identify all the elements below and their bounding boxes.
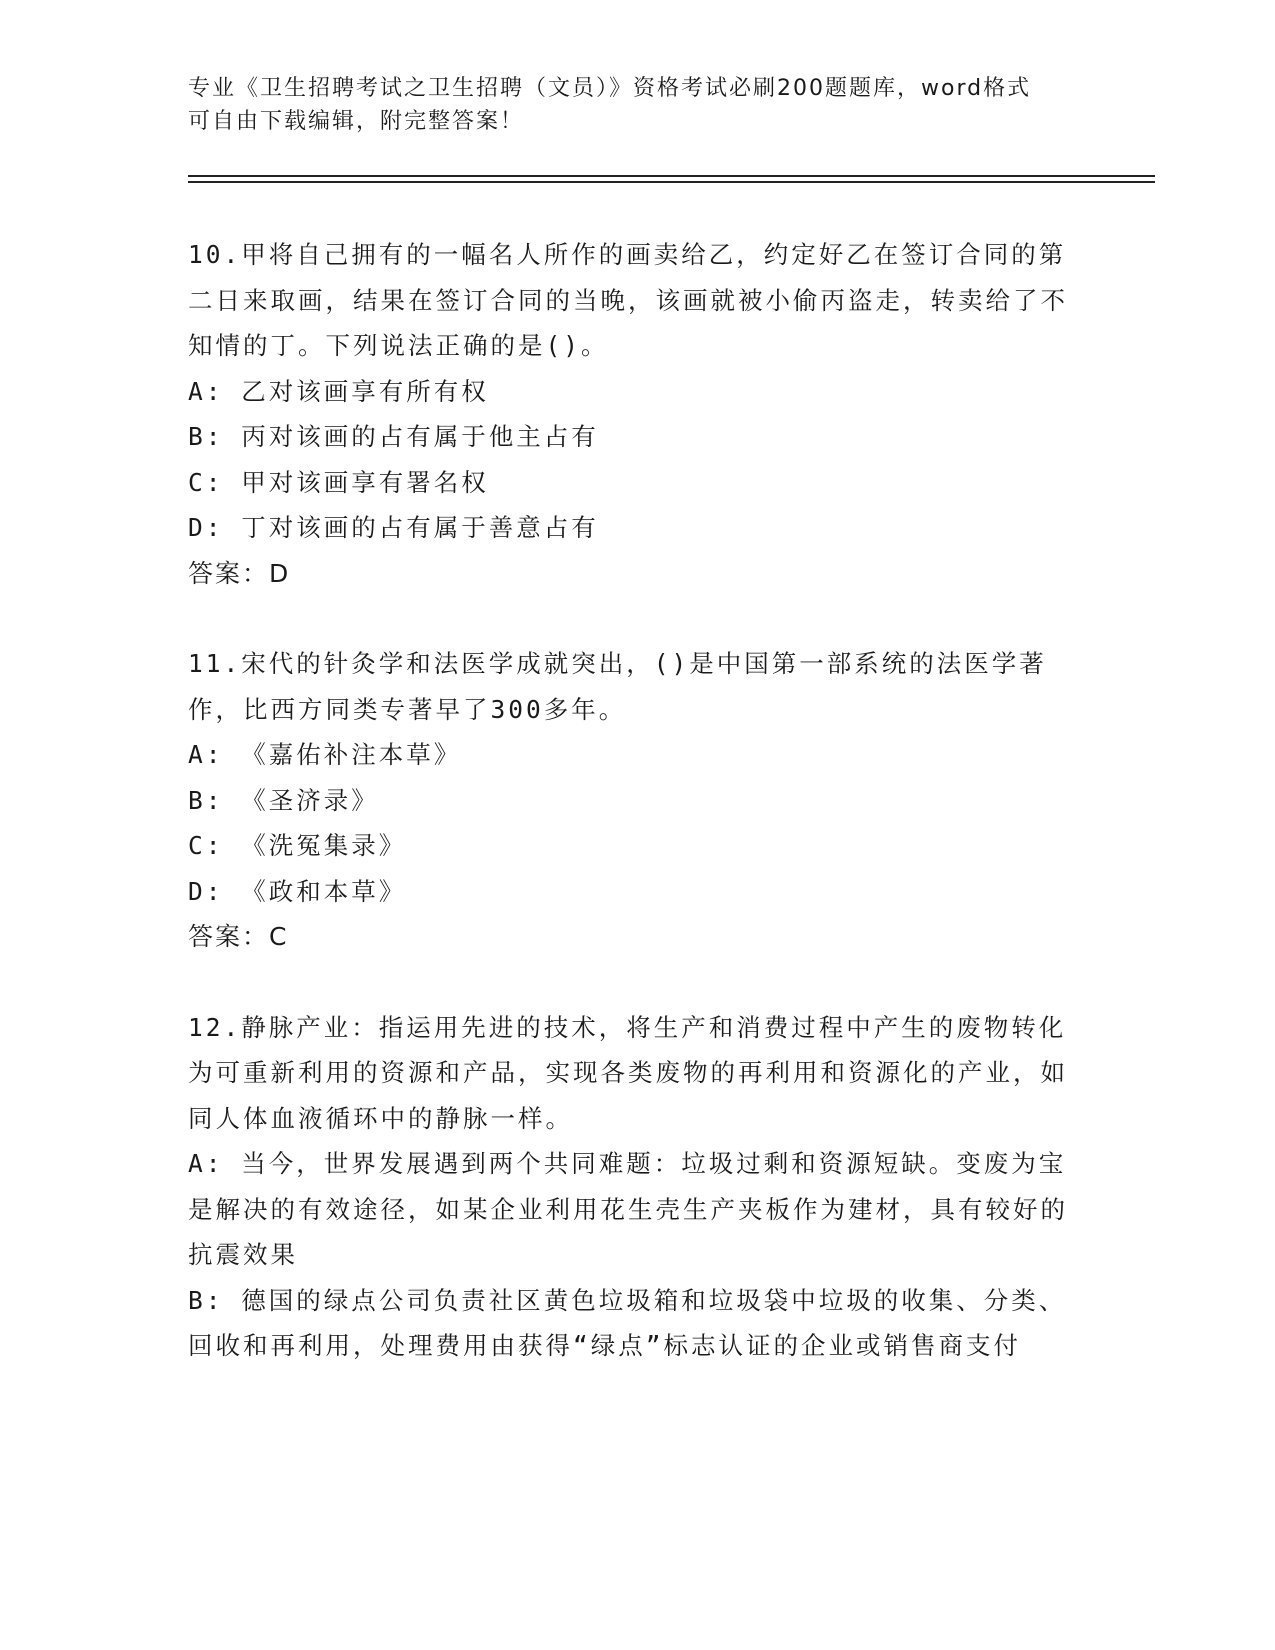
answer-line: 答案：C	[188, 922, 289, 951]
option-c: C: 《洗冤集录》	[188, 831, 407, 860]
question-text: 11.宋代的针灸学和法医学成就突出，()是中国第一部系统的法医学著作，比西方同类专著早了300多年。	[188, 649, 1047, 724]
header-divider-top	[188, 175, 1155, 177]
header-line-2: 可自由下载编辑，附完整答案！	[188, 109, 525, 134]
option-a: A: 《嘉佑补注本草》	[188, 740, 462, 769]
question-11	[188, 641, 1088, 960]
option-d: D: 《政和本草》	[188, 876, 407, 906]
option-d: D: 丁对该画的占有属于善意占有	[188, 513, 599, 542]
header-divider-bottom	[188, 181, 1155, 183]
option-c: C: 甲对该画享有署名权	[188, 467, 489, 497]
question-list	[188, 232, 1088, 1414]
document-header	[188, 72, 1088, 138]
option-b: B: 丙对该画的占有属于他主占有	[188, 422, 599, 451]
header-line-1: 专业《卫生招聘考试之卫生招聘（文员）》资格考试必刷200题题库，word格式	[188, 76, 1032, 101]
question-12	[188, 1005, 1088, 1369]
option-b: B: 德国的绿点公司负责社区黄色垃圾箱和垃圾袋中垃圾的收集、分类、回收和再利用，处理费用由获得“绿点”标志认证的企业或销售商支付	[188, 1285, 1067, 1360]
option-b: B: 《圣济录》	[188, 785, 379, 815]
option-a: A: 当今，世界发展遇到两个共同难题：垃圾过剩和资源短缺。变废为宝是解决的有效途径，如某企业利用花生壳生产夹板作为建材，具有较好的抗震效果	[188, 1149, 1068, 1269]
question-text: 10.甲将自己拥有的一幅名人所作的画卖给乙，约定好乙在签订合同的第二日来取画，结果在签订合同的当晚，该画就被小偷丙盗走，转卖给了不知情的丁。下列说法正确的是()。	[188, 240, 1068, 360]
option-a: A: 乙对该画享有所有权	[188, 376, 489, 406]
question-text: 12.静脉产业：指运用先进的技术，将生产和消费过程中产生的废物转化为可重新利用的资源和产品，实现各类废物的再利用和资源化的产业，如同人体血液循环中的静脉一样。	[188, 1012, 1068, 1133]
answer-line: 答案：D	[188, 558, 291, 588]
question-10	[188, 232, 1088, 596]
